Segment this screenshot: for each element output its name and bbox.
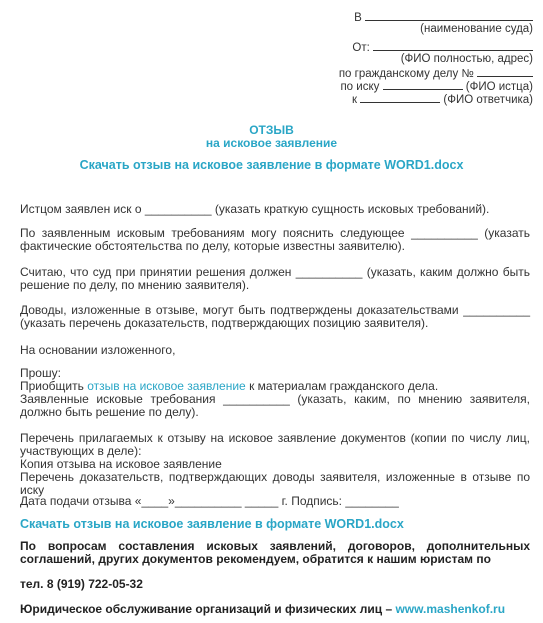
from-blank xyxy=(373,40,533,51)
respondent-prefix: к xyxy=(351,94,358,106)
date-signature-line: Дата подачи отзыва «____»__________ _____ г. Подпись: ________ xyxy=(20,494,399,508)
attach-pre: Приобщить xyxy=(20,379,88,393)
court-prefix: В xyxy=(354,12,362,24)
paragraph-basis: На основании изложенного, xyxy=(20,343,176,357)
site-link[interactable]: www.mashenkof.ru xyxy=(395,602,506,616)
case-blank xyxy=(477,66,533,77)
court-hint: (наименование суда) xyxy=(420,23,533,35)
paragraph-explanation: По заявленным исковым требованиям могу пояснить следующее __________ (указать фактические обстоятельства по делу, которые известны заявителю). xyxy=(20,226,530,253)
attachment-item-1: Копия отзыва на исковое заявление xyxy=(20,457,222,471)
title-main: ОТЗЫВ xyxy=(249,123,294,137)
respondent-hint: (ФИО ответчика) xyxy=(443,94,533,106)
footer-phone: тел. 8 (919) 722-05-32 xyxy=(20,577,143,591)
attachment-item-2: Перечень доказательств, подтверждающих доводы заявителя, изложенные в отзыве по иску xyxy=(20,470,530,497)
case-prefix: по гражданскому делу № xyxy=(338,68,474,80)
fio-hint: (ФИО полностью, адрес) xyxy=(400,53,533,65)
header-respondent-line xyxy=(352,92,533,107)
court-blank xyxy=(365,10,533,21)
attach-link[interactable]: отзыв на исковое заявление xyxy=(87,379,246,393)
claim-blank xyxy=(383,79,463,90)
request-claims: Заявленные исковые требования __________ (указать, каким, по мнению заявителя, должно быть решение по делу). xyxy=(20,392,530,419)
from-prefix: От: xyxy=(352,42,370,54)
footer-download-link[interactable]: Скачать отзыв на исковое заявление в формате WORD1.docx xyxy=(20,517,404,531)
request-heading: Прошу: xyxy=(20,366,61,380)
respondent-blank xyxy=(360,92,440,103)
paragraph-evidence: Доводы, изложенные в отзыве, могут быть подтверждены доказательствами __________ (указать перечень доказательств, подтверждающих позицию заявителя). xyxy=(20,303,530,330)
claimant-hint: (ФИО истца) xyxy=(465,81,533,93)
paragraph-decision: Считаю, что суд при принятии решения должен __________ (указать, каким должно быть решение по делу, по мнению заявителя). xyxy=(20,265,530,292)
attach-post: к материалам гражданского дела. xyxy=(245,379,439,393)
title-download-link[interactable]: Скачать отзыв на исковое заявление в формате WORD1.docx xyxy=(79,158,464,172)
title-sub: на исковое заявление xyxy=(205,136,338,150)
footer-promo: По вопросам составления исковых заявлений, договоров, дополнительных соглашений, других документов рекомендуем, обратится к нашим юристам по xyxy=(20,539,530,566)
service-pre: Юридическое обслуживание организаций и физических лиц – xyxy=(20,602,396,616)
claim-prefix: по иску xyxy=(340,81,380,93)
attachments-intro: Перечень прилагаемых к отзыву на исковое заявление документов (копии по числу лиц, участвующих в деле): xyxy=(20,431,530,458)
paragraph-claim: Истцом заявлен иск о __________ (указать краткую сущность исковых требований). xyxy=(20,202,490,216)
footer-service xyxy=(20,603,530,616)
